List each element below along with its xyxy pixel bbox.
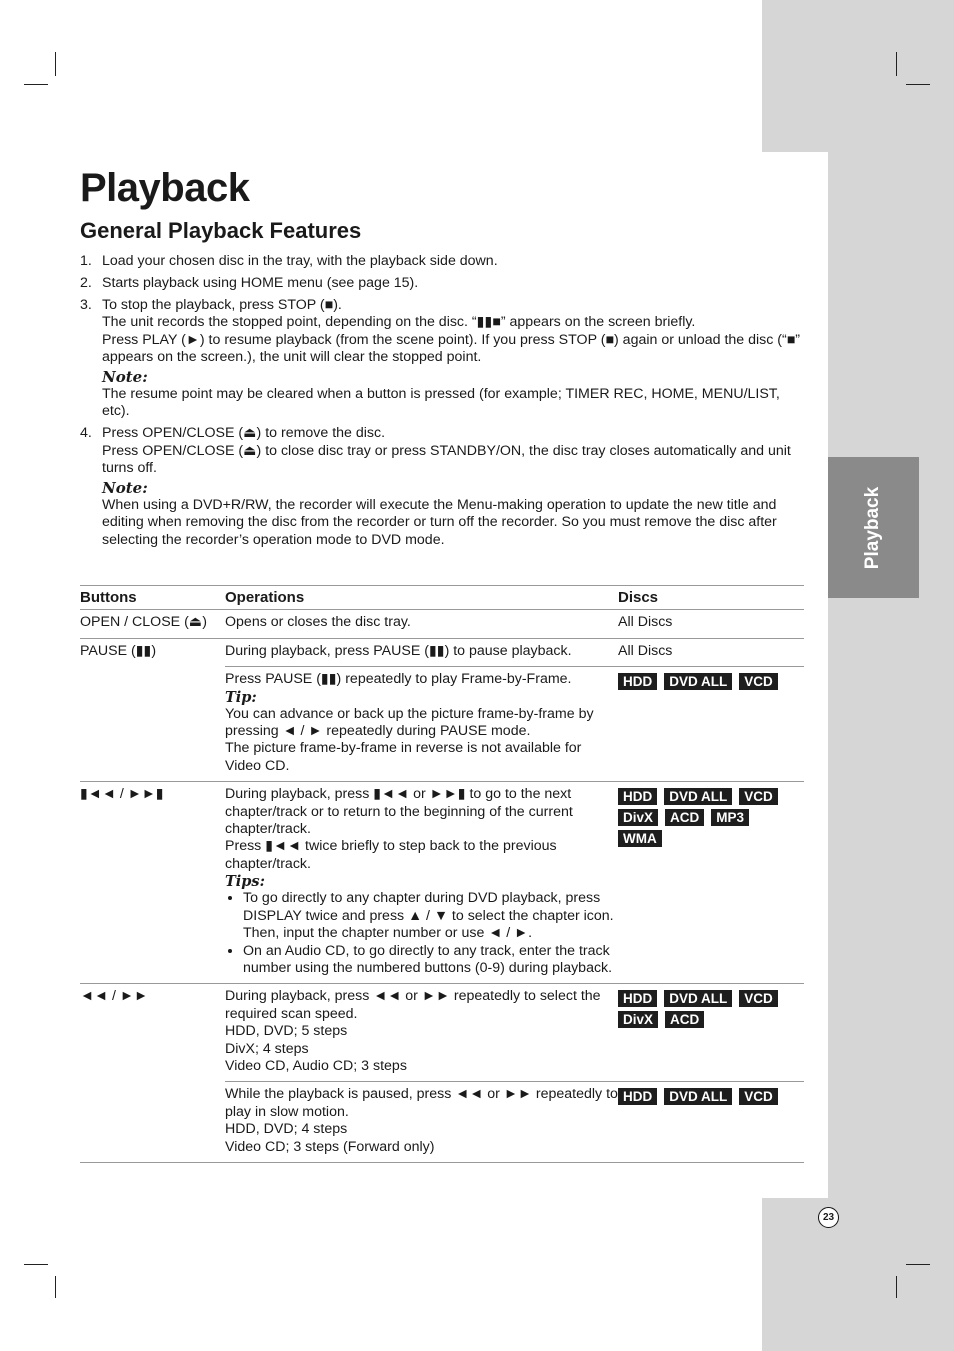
operation-text: Video CD, Audio CD; 3 steps xyxy=(225,1057,407,1074)
header-buttons: Buttons xyxy=(80,586,225,610)
step-text: Press OPEN/CLOSE (⏏) to remove the disc. xyxy=(102,425,386,442)
discs-cell: All Discs xyxy=(618,610,804,638)
disc-badges xyxy=(618,988,798,1028)
header-discs: Discs xyxy=(618,586,804,610)
operation-cell xyxy=(225,782,618,984)
button-cell: OPEN / CLOSE (⏏) xyxy=(80,610,225,638)
side-band xyxy=(828,152,954,1198)
tips-list xyxy=(225,890,618,977)
note-label: Note: xyxy=(102,367,148,386)
side-tab-label: Playback xyxy=(862,486,884,569)
disc-badge-vcd: VCD xyxy=(739,788,778,805)
operation-cell xyxy=(225,638,618,666)
step-text: To stop the playback, press STOP (■). xyxy=(102,297,342,313)
note-text: The resume point may be cleared when a button is pressed (for example; TIMER REC, HOME, MENU/LIST, etc). xyxy=(102,386,780,420)
steps-list xyxy=(80,253,804,554)
operation-text: DivX; 4 steps xyxy=(225,1040,309,1057)
step-number: 4. xyxy=(80,425,92,442)
step-item xyxy=(80,425,804,549)
crop-mark xyxy=(896,52,897,76)
tip-item: • On an Audio CD, to go directly to any track, enter the track number using the numbered buttons (0-9) during playback. xyxy=(243,943,618,978)
disc-badges xyxy=(618,671,798,690)
disc-badge-hdd: HDD xyxy=(618,788,657,805)
operation-text: During playback, press ▮◄◄ or ►►▮ to go to the next chapter/track or to return to the beginning of the current chapter/track. xyxy=(225,786,573,838)
table-row xyxy=(80,984,804,1082)
disc-badge-dvd-all: DVD ALL xyxy=(664,990,732,1007)
table-row xyxy=(80,610,804,638)
step-number: 3. xyxy=(80,297,92,313)
table-header-row xyxy=(80,586,804,610)
step-item xyxy=(80,297,804,421)
disc-badge-mp3: MP3 xyxy=(711,809,749,826)
button-cell: ▮◄◄ / ►►▮ xyxy=(80,782,225,984)
page-number: 23 xyxy=(818,1207,839,1228)
operation-text: During playback, press PAUSE (▮▮) to pause playback. xyxy=(225,642,572,659)
table-row xyxy=(80,667,804,782)
operation-cell xyxy=(225,1082,618,1163)
discs-cell xyxy=(618,782,804,984)
header-operations: Operations xyxy=(225,586,618,610)
button-cell: ◄◄ / ►► xyxy=(80,988,148,1005)
table-row xyxy=(80,782,804,984)
step-text: Press PLAY (►) to resume playback (from the scene point). If you press STOP (■) again or unload the disc (“■” appears on the screen.), the unit will clear the stopped point. xyxy=(102,331,801,366)
buttons-table xyxy=(80,585,804,1163)
tip-text: The picture frame-by-frame in reverse is not available for Video CD. xyxy=(225,740,582,774)
disc-badge-dvd-all: DVD ALL xyxy=(664,788,732,805)
step-number: 2. xyxy=(80,275,92,291)
button-cell xyxy=(80,667,225,782)
disc-badge-vcd: VCD xyxy=(739,990,778,1007)
side-band-bottom xyxy=(762,1198,954,1351)
button-cell: PAUSE (▮▮) xyxy=(80,642,157,659)
side-band-top xyxy=(762,0,954,152)
discs-cell xyxy=(618,984,804,1082)
discs-cell: All Discs xyxy=(618,638,804,666)
disc-badge-hdd: HDD xyxy=(618,673,657,690)
disc-badge-hdd: HDD xyxy=(618,1088,657,1105)
step-number: 1. xyxy=(80,253,92,269)
note-label: Note: xyxy=(102,478,148,497)
disc-badges xyxy=(618,786,798,847)
step-text: Load your chosen disc in the tray, with the playback side down. xyxy=(102,253,498,269)
step-text: The unit records the stopped point, depending on the disc. “▮▮■” appears on the screen briefly. xyxy=(102,314,696,331)
step-item xyxy=(80,253,804,270)
disc-badge-vcd: VCD xyxy=(739,1088,778,1105)
disc-badge-vcd: VCD xyxy=(739,673,778,690)
page-title: Playback xyxy=(80,166,250,210)
disc-badge-divx: DivX xyxy=(618,809,658,826)
button-cell xyxy=(80,1082,225,1163)
disc-badge-hdd: HDD xyxy=(618,990,657,1007)
disc-badge-dvd-all: DVD ALL xyxy=(664,673,732,690)
operation-text: While the playback is paused, press ◄◄ or ►► repeatedly to play in slow motion. xyxy=(225,1086,618,1120)
crop-mark xyxy=(906,1264,930,1265)
disc-badge-acd: ACD xyxy=(665,1011,704,1028)
disc-badge-divx: DivX xyxy=(618,1011,658,1028)
tip-text: You can advance or back up the picture frame-by-frame by pressing ◄ / ► repeatedly during PAUSE mode. xyxy=(225,705,594,740)
operation-text: HDD, DVD; 4 steps xyxy=(225,1121,348,1138)
tip-label: Tip: xyxy=(225,688,257,706)
disc-badge-dvd-all: DVD ALL xyxy=(664,1088,732,1105)
table-row xyxy=(80,638,804,666)
crop-mark xyxy=(24,1264,48,1265)
crop-mark xyxy=(906,84,930,85)
tip-label: Tips: xyxy=(225,873,265,891)
step-text: Starts playback using HOME menu (see page 15). xyxy=(102,275,419,291)
crop-mark xyxy=(896,1276,897,1298)
discs-cell xyxy=(618,667,804,782)
crop-mark xyxy=(55,1276,56,1298)
disc-badges xyxy=(618,1086,798,1105)
operation-cell xyxy=(225,667,618,782)
tip-item: • To go directly to any chapter during DVD playback, press DISPLAY twice and press ▲ / ▼ to select the chapter icon. Then, input the chapter number or use ◄ / ►. xyxy=(243,890,618,942)
operation-cell xyxy=(225,610,618,638)
disc-badge-wma: WMA xyxy=(618,830,662,847)
section-title: General Playback Features xyxy=(80,218,362,243)
operation-cell xyxy=(225,984,618,1082)
disc-badge-acd: ACD xyxy=(665,809,704,826)
note-text: When using a DVD+R/RW, the recorder will execute the Menu-making operation to update the new title and editing when removing the disc from the recorder or turn off the recorder. So you must remove the disc after selecting the recorder’s operation mode to DVD mode. xyxy=(102,497,777,548)
discs-cell xyxy=(618,1082,804,1163)
operation-text: Opens or closes the disc tray. xyxy=(225,614,411,631)
crop-mark xyxy=(55,52,56,76)
operation-text: Press PAUSE (▮▮) repeatedly to play Frame-by-Frame. xyxy=(225,671,572,688)
operation-text: HDD, DVD; 5 steps xyxy=(225,1023,348,1040)
side-tab xyxy=(828,457,919,598)
crop-mark xyxy=(24,84,48,85)
operation-text: During playback, press ◄◄ or ►► repeatedly to select the required scan speed. xyxy=(225,988,601,1022)
operation-text: Video CD; 3 steps (Forward only) xyxy=(225,1138,435,1155)
operation-text: Press ▮◄◄ twice briefly to step back to the previous chapter/track. xyxy=(225,838,557,872)
step-text: Press OPEN/CLOSE (⏏) to close disc tray or press STANDBY/ON, the disc tray closes automatically and unit turns off. xyxy=(102,442,791,477)
step-item xyxy=(80,275,804,292)
table-row xyxy=(80,1082,804,1163)
